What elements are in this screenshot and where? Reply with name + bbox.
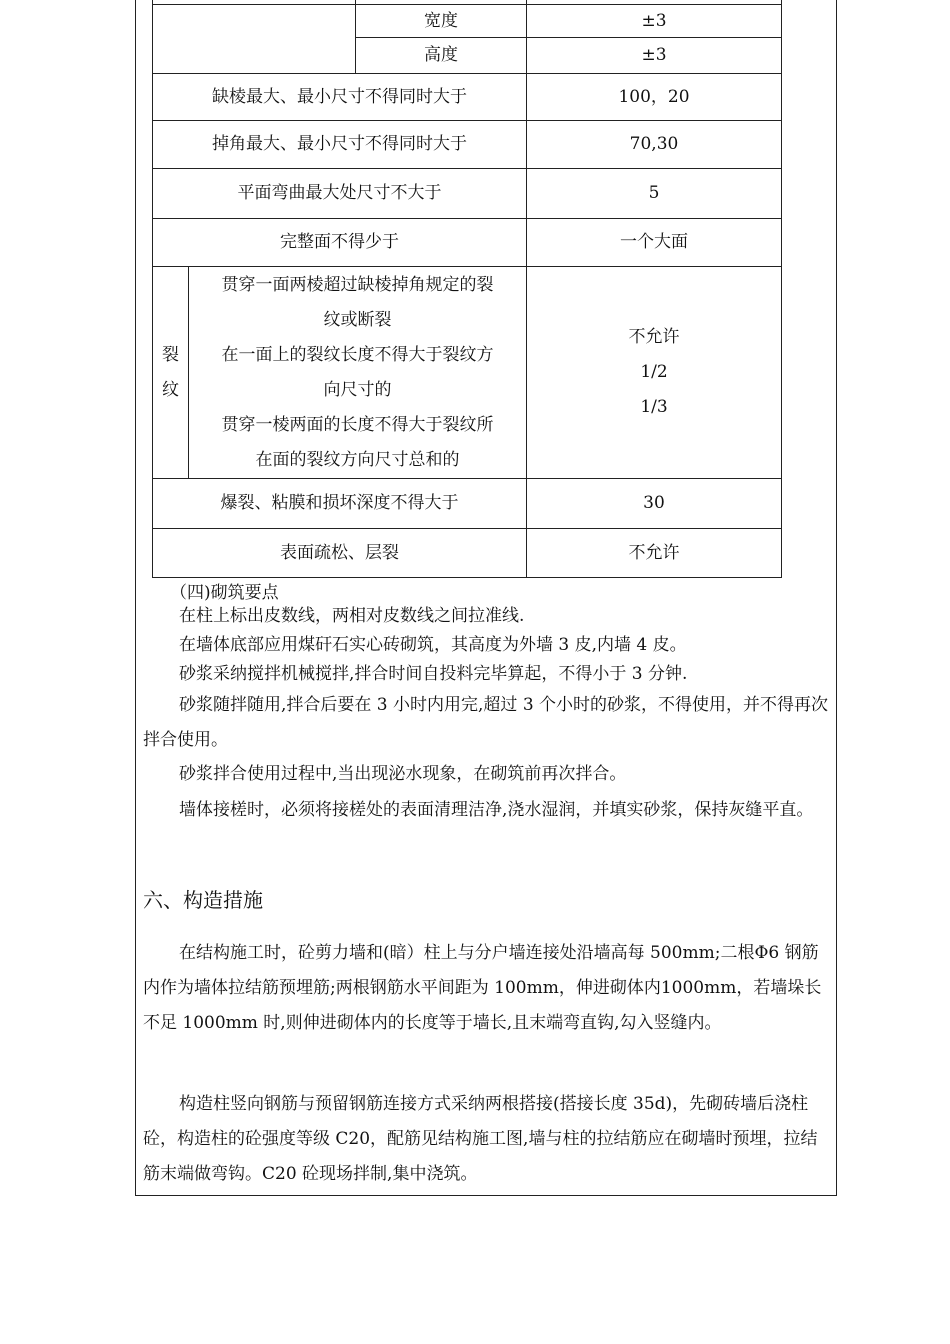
masonry-title: （四)砌筑要点 [170,583,279,603]
table-cell-value: 30 [643,493,665,513]
table-cell-label: 缺棱最大、最小尺寸不得同时大于 [212,86,467,107]
crack-value: 1/2 [640,362,668,382]
crack-item-line: 贯穿一棱两面的长度不得大于裂纹所 [221,414,494,435]
table-cell-value: 100，20 [618,86,690,107]
crack-values [527,267,781,478]
crack-item-line: 纹或断裂 [323,309,392,330]
crack-items [189,267,526,478]
crack-value: 1/3 [640,397,668,417]
masonry-paragraph: 在柱上标出皮数线，两相对皮数线之间拉准线. [179,606,525,626]
section-paragraph: 构造柱竖向钢筋与预留钢筋连接方式采纳两根搭接(搭接长度 35d)，先砌砖墙后浇柱砼，构造柱的砼强度等级 C20，配筋见结构施工图,墙与柱的拉结筋应在砌墙时预埋，拉结筋末端做弯钩。C20 砼现场拌制,集中浇筑。 [143,1094,818,1184]
masonry-paragraph: 墙体接槎时，必须将接槎处的表面清理洁净,浇水湿润，并填实砂浆，保持灰缝平直。 [179,800,814,820]
masonry-paragraph: 砂浆采纳搅拌机械搅拌,拌合时间自投料完毕算起，不得小于 3 分钟. [179,664,688,684]
masonry-paragraph: 砂浆拌合使用过程中,当出现泌水现象，在砌筑前再次拌合。 [179,764,627,784]
table-cell-value: 不允许 [628,542,680,563]
table-cell-label: 宽度 [424,10,458,31]
table-line [781,0,782,578]
crack-group-char: 纹 [162,379,179,400]
section-paragraph: 在结构施工时，砼剪力墙和(暗）柱上与分户墙连接处沿墙高每 500mm;二根Φ6 钢筋内作为墙体拉结筋预埋筋;两根钢筋水平间距为 100mm，伸进砌体内1000mm，若墙垛长不足 1000mm 时,则伸进砌体内的长度等于墙长,且末端弯直钩,勾入竖缝内。 [143,943,822,1033]
masonry-paragraph: 砂浆随拌随用,拌合后要在 3 小时内用完,超过 3 个小时的砂浆，不得使用，并不得再次拌合使用。 [143,695,829,750]
table-cell-label: 高度 [424,45,458,65]
crack-item-line: 在一面上的裂纹长度不得大于裂纹方 [221,344,494,365]
table-cell-value: 一个大面 [620,232,688,252]
crack-group-label [153,267,188,478]
table-cell-value: ±3 [641,45,667,65]
table-cell-label: 表面疏松、层裂 [280,542,399,563]
table-cell-value: 5 [648,183,660,203]
table-cell-label: 掉角最大、最小尺寸不得同时大于 [212,134,467,154]
table-cell-label: 完整面不得少于 [280,232,399,252]
crack-item-line: 向尺寸的 [323,379,392,400]
table-cell-label: 平面弯曲最大处尺寸不大于 [237,183,442,203]
table-cell-value: ±3 [641,10,667,31]
crack-group-char: 裂 [162,344,179,365]
table-cell-value: 70,30 [629,134,679,154]
crack-item-line: 在面的裂纹方向尺寸总和的 [255,449,460,470]
crack-item-line: 贯穿一面两棱超过缺棱掉角规定的裂 [221,274,494,295]
section-heading: 六、构造措施 [143,888,263,912]
crack-value: 不允许 [628,327,680,347]
masonry-paragraph: 在墙体底部应用煤矸石实心砖砌筑，其高度为外墙 3 皮,内墙 4 皮。 [179,635,687,655]
table-cell-label: 爆裂、粘膜和损坏深度不得大于 [220,493,459,513]
